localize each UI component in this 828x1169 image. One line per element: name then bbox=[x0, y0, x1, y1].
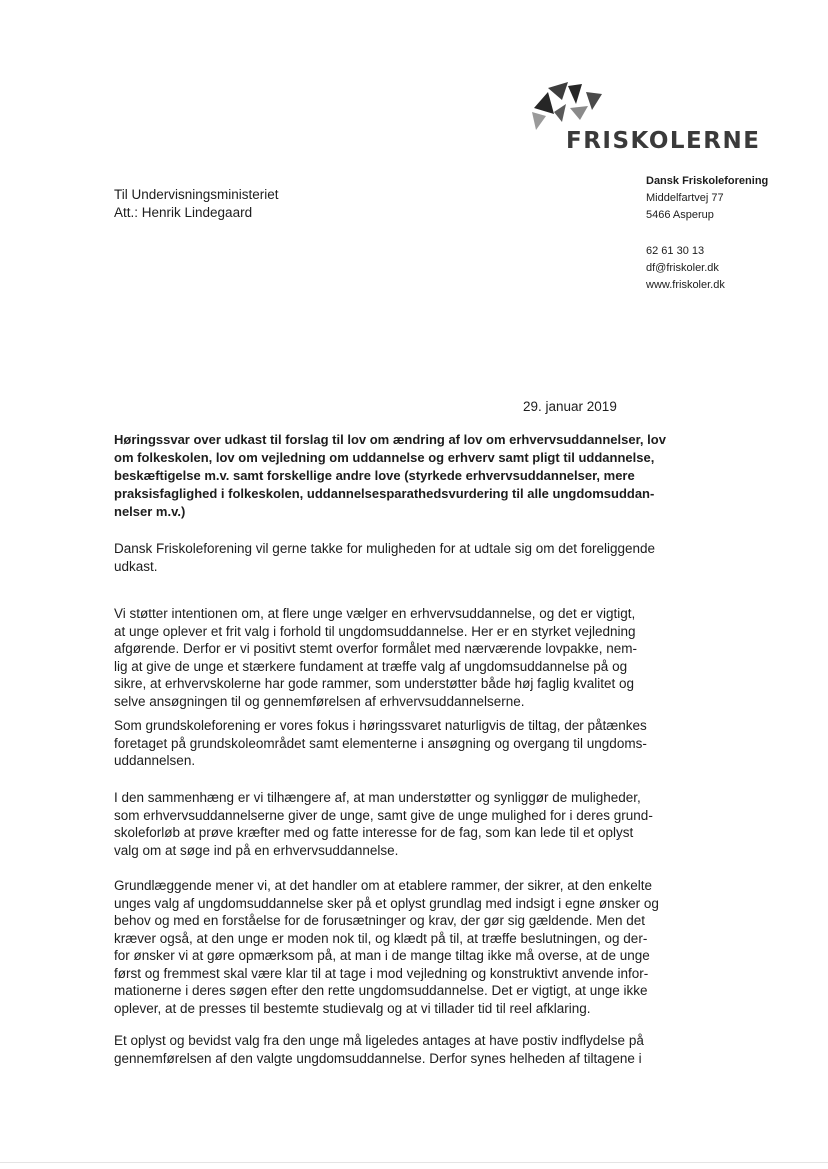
paragraph-line: valg om at søge ind på en erhvervsuddannelse. bbox=[114, 842, 399, 858]
paragraph-line: mationerne i deres søgen efter den rette ungdomsuddannelse. Det er vigtigt, at unge ikke bbox=[114, 983, 648, 998]
paragraph-line: uddannelsen. bbox=[114, 753, 196, 768]
paragraph-line: at unge oplever et frit valg i forhold til ungdomsuddannelse. Her er en styrket vejledning bbox=[114, 623, 636, 639]
sender-city: 5466 Asperup bbox=[646, 209, 714, 221]
paragraph-line: Grundlæggende mener vi, at det handler om at etablere rammer, der sikrer, at den enkelte bbox=[114, 878, 653, 893]
subject-line: nelser m.v.) bbox=[114, 504, 186, 519]
subject-line: beskæftigelse m.v. samt forskellige andre love (styrkede erhvervsuddannelser, mere bbox=[114, 468, 635, 483]
paragraph-intro bbox=[114, 540, 656, 575]
sender-website: www.friskoler.dk bbox=[646, 279, 725, 291]
sender-email: df@friskoler.dk bbox=[646, 262, 719, 274]
paragraph-line: foretaget på grundskoleområdet samt elementerne i ansøgning og overgang til ungdoms- bbox=[114, 735, 647, 751]
paragraph-line: Vi støtter intentionen om, at flere unge vælger en erhvervsuddannelse, og det er vigtigt, bbox=[114, 606, 636, 621]
paragraph-context bbox=[114, 789, 653, 859]
logo-wordmark: FRISKOLERNE bbox=[566, 128, 761, 154]
paragraph-line: oplever, at de presses til bestemte studievalg og at vi tillader tid til reel afklaring. bbox=[114, 1000, 591, 1016]
paragraph-line: Et oplyst og bevidst valg fra den unge må ligeledes antages at have postiv indflydelse på bbox=[114, 1033, 644, 1048]
recipient-block bbox=[114, 186, 279, 222]
paragraph-support bbox=[114, 605, 642, 710]
paragraph-line: som erhvervsuddannelserne giver de unge, samt give de unge mulighed for i deres grund- bbox=[114, 807, 653, 823]
paragraph-line: gennemførelsen af den valgte ungdomsuddannelse. Derfor synes helheden af tiltagene i bbox=[114, 1050, 642, 1066]
paragraph-line: skoleforløb at prøve kræfter med og fatte interesse for de fag, som kan lede til et oplyst bbox=[114, 825, 634, 840]
subject-line: om folkeskolen, lov om vejledning om uddannelse og erhverv samt pligt til uddannelse, bbox=[114, 450, 655, 465]
recipient-line: Til Undervisningsministeriet bbox=[114, 187, 279, 202]
sender-address-block bbox=[646, 173, 768, 294]
sender-street: Middelfartvej 77 bbox=[646, 192, 724, 204]
subject-heading bbox=[114, 431, 666, 521]
paragraph-line: Som grundskoleforening er vores fokus i høringssvaret naturligvis de tiltag, der påtænkes bbox=[114, 718, 647, 733]
subject-line: praksisfaglighed i folkeskolen, uddannelsesparathedsvurdering til alle ungdomsuddan- bbox=[114, 486, 655, 501]
subject-line: Høringssvar over udkast til forslag til lov om ændring af lov om erhvervsuddannelser, lov bbox=[114, 432, 666, 447]
paragraph-line: udkast. bbox=[114, 558, 158, 574]
paragraph-line: sikre, at erhvervskolerne har gode rammer, som understøtter både høj faglig kvalitet og bbox=[114, 676, 634, 691]
paragraph-line: Dansk Friskoleforening vil gerne takke for muligheden for at udtale sig om det foreliggende bbox=[114, 541, 656, 556]
letter-date: 29. januar 2019 bbox=[523, 399, 617, 414]
paragraph-line: I den sammenhæng er vi tilhængere af, at man understøtter og synliggør de muligheder, bbox=[114, 790, 641, 805]
paragraph-line: for ønsker vi at gøre opmærksom på, at man i de mange tiltag ikke må overse, at de unge bbox=[114, 948, 650, 963]
paragraph-informed-choice bbox=[114, 1032, 642, 1067]
sender-organization: Dansk Friskoleforening bbox=[646, 175, 769, 187]
paragraph-line: selve ansøgningen til og gennemførelsen af erhvervsuddannelserne. bbox=[114, 693, 525, 709]
paragraph-line: først og fremmest skal være klar til at tage i mod vejledning og konstruktivt anvende infor- bbox=[114, 965, 649, 981]
page-bottom-edge bbox=[0, 1162, 828, 1163]
sender-phone: 62 61 30 13 bbox=[646, 245, 705, 257]
paragraph-line: kræver også, at den unge er moden nok til, og klædt på til, at træffe beslutningen, og der- bbox=[114, 930, 648, 946]
recipient-line: Att.: Henrik Lindegaard bbox=[114, 205, 253, 220]
paragraph-line: unges valg af ungdomsuddannelse sker på et oplyst grundlag med indsigt i egne ønsker og bbox=[114, 895, 659, 911]
paragraph-focus bbox=[114, 717, 647, 770]
paragraph-line: afgørende. Derfor er vi positivt stemt overfor formålet med nærværende lovpakke, nem- bbox=[114, 641, 637, 656]
friskolerne-logo bbox=[530, 82, 760, 157]
paragraph-line: lig at give de unge et stærkere fundament at træffe valg af ungdomsuddannelse på og bbox=[114, 658, 628, 674]
paragraph-line: behov og med en forståelse for de forusætninger og krav, der gør sig gældende. Men det bbox=[114, 913, 646, 928]
logo-mark-icon bbox=[530, 82, 610, 132]
paragraph-framework bbox=[114, 877, 659, 1017]
